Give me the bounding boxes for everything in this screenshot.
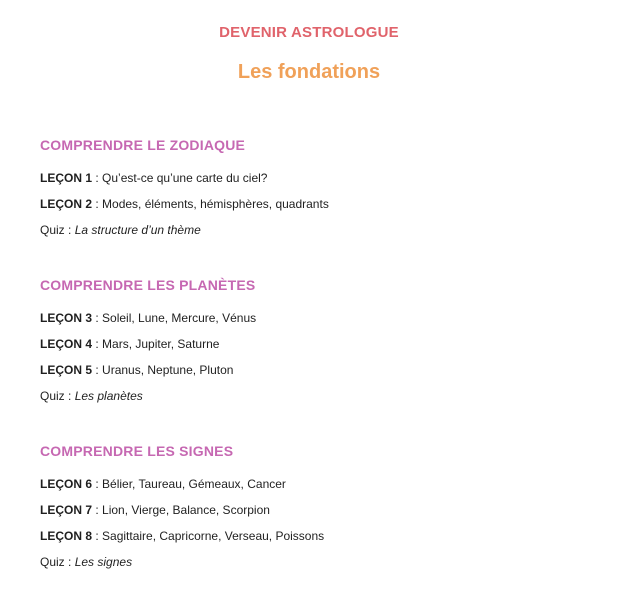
section-zodiaque <box>40 136 578 243</box>
lesson-text: Uranus, Neptune, Pluton <box>102 363 234 377</box>
quiz-label: Quiz <box>40 223 65 237</box>
lesson-text: Modes, éléments, hémisphères, quadrants <box>102 197 329 211</box>
separator: : <box>92 477 103 491</box>
lesson-label: LEÇON 8 <box>40 529 93 543</box>
quiz-label: Quiz <box>40 389 65 403</box>
lesson-line <box>40 331 578 357</box>
quiz-title: Les signes <box>74 555 133 569</box>
lesson-text: Mars, Jupiter, Saturne <box>102 337 220 351</box>
separator: : <box>92 529 103 543</box>
lesson-line <box>40 165 578 191</box>
lesson-label: LEÇON 5 <box>40 363 93 377</box>
lesson-line <box>40 305 578 331</box>
quiz-title: La structure d’un thème <box>74 223 201 237</box>
separator: : <box>92 503 103 517</box>
lesson-line <box>40 497 578 523</box>
lesson-line <box>40 471 578 497</box>
lesson-text: Sagittaire, Capricorne, Verseau, Poissons <box>102 529 325 543</box>
separator: : <box>64 555 75 569</box>
section-heading: COMPRENDRE LES PLANÈTES <box>40 277 256 293</box>
section-heading: COMPRENDRE LES SIGNES <box>40 443 234 459</box>
lesson-line <box>40 357 578 383</box>
sections-container <box>40 136 578 575</box>
quiz-title: Les planètes <box>74 389 143 403</box>
lesson-label: LEÇON 4 <box>40 337 93 351</box>
quiz-line <box>40 217 578 243</box>
quiz-line <box>40 549 578 575</box>
lesson-text: Lion, Vierge, Balance, Scorpion <box>102 503 270 517</box>
document-title: DEVENIR ASTROLOGUE <box>219 24 399 41</box>
section-planetes <box>40 276 578 409</box>
lesson-label: LEÇON 3 <box>40 311 93 325</box>
separator: : <box>92 171 103 185</box>
separator: : <box>64 223 75 237</box>
lesson-line <box>40 523 578 549</box>
quiz-label: Quiz <box>40 555 65 569</box>
quiz-line <box>40 383 578 409</box>
lesson-label: LEÇON 1 <box>40 171 93 185</box>
separator: : <box>92 197 103 211</box>
separator: : <box>92 311 103 325</box>
lesson-label: LEÇON 6 <box>40 477 93 491</box>
separator: : <box>92 363 103 377</box>
section-signes <box>40 442 578 575</box>
separator: : <box>92 337 103 351</box>
section-heading: COMPRENDRE LE ZODIAQUE <box>40 137 246 153</box>
lesson-label: LEÇON 2 <box>40 197 93 211</box>
lesson-label: LEÇON 7 <box>40 503 93 517</box>
lesson-text: Bélier, Taureau, Gémeaux, Cancer <box>102 477 286 491</box>
lesson-line <box>40 191 578 217</box>
document-subtitle: Les fondations <box>237 61 381 83</box>
lesson-text: Soleil, Lune, Mercure, Vénus <box>102 311 257 325</box>
lesson-text: Qu’est-ce qu’une carte du ciel? <box>102 171 268 185</box>
separator: : <box>64 389 75 403</box>
